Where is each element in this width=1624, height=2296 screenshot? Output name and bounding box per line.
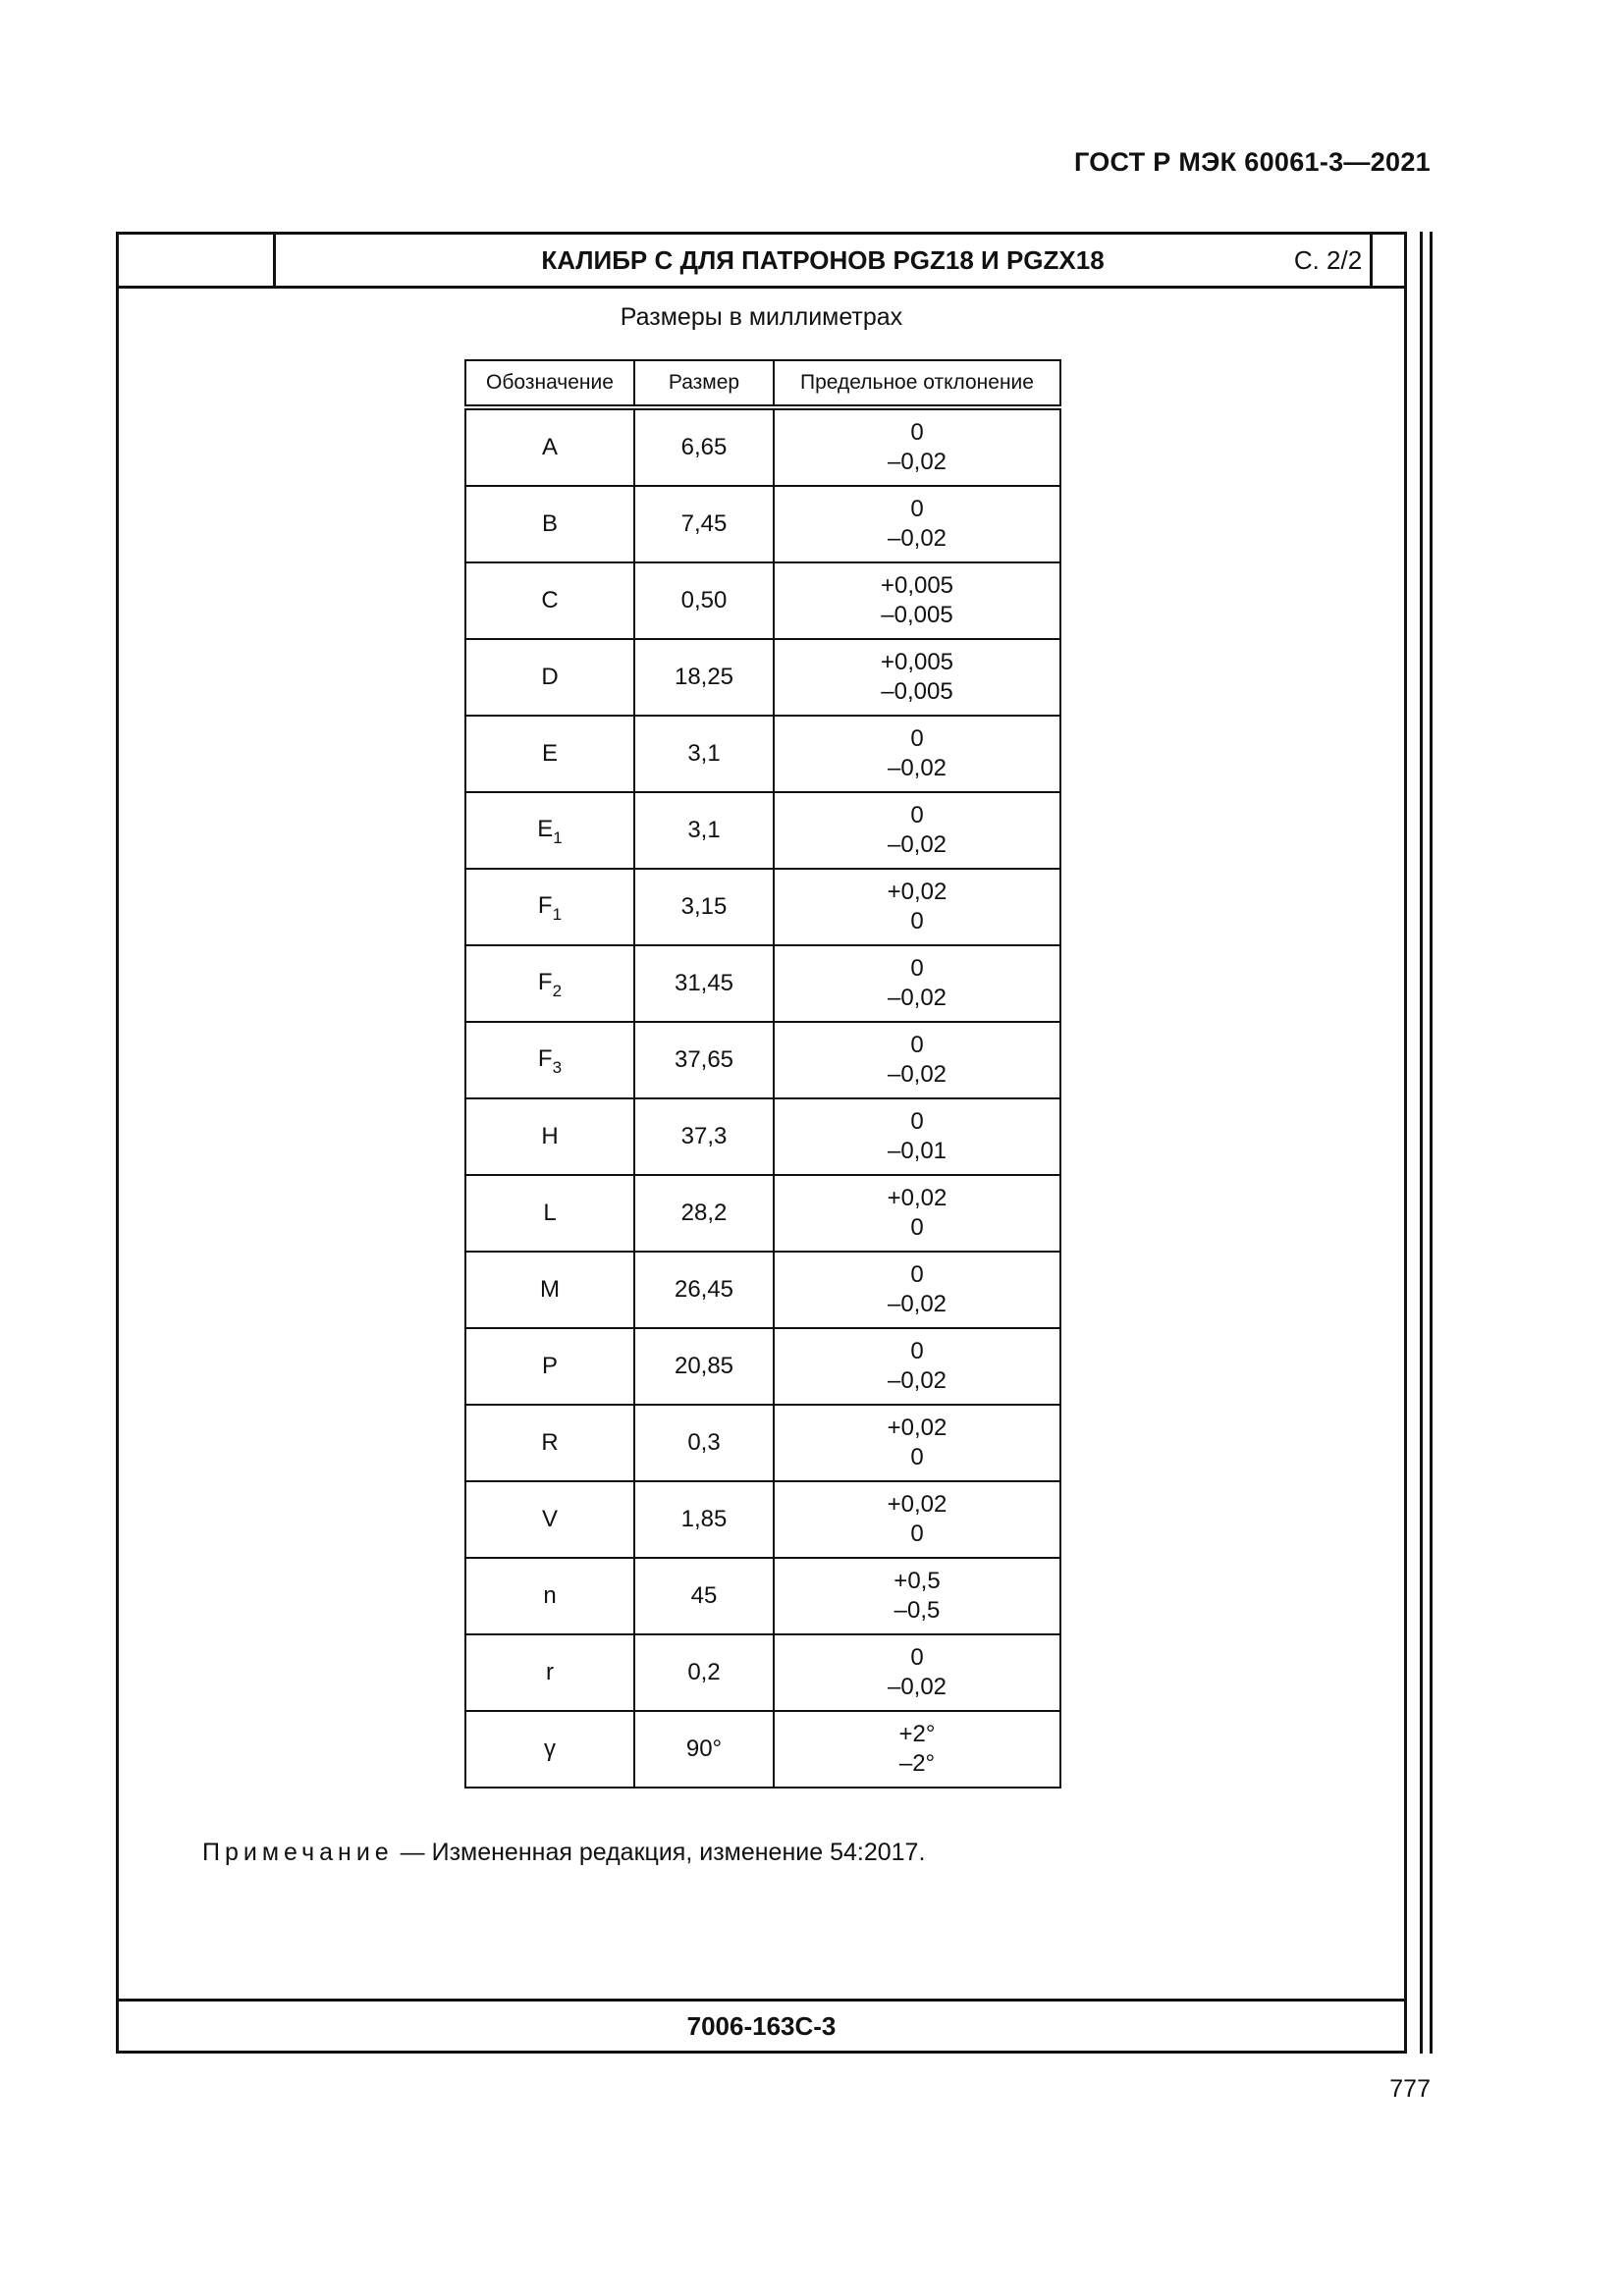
- designation-symbol: γ: [544, 1735, 556, 1762]
- designation-cell: [465, 486, 634, 562]
- upper-deviation: 0: [910, 802, 924, 828]
- frame-edge-line: [1420, 232, 1423, 2054]
- upper-deviation: +0,02: [887, 1185, 947, 1211]
- lower-deviation: –0,02: [887, 831, 947, 858]
- header-size: Размер: [634, 360, 774, 407]
- table-header-row: [465, 360, 1060, 407]
- designation-cell: [465, 639, 634, 716]
- table-row: [465, 562, 1060, 639]
- designation-cell: [465, 1711, 634, 1788]
- deviation-cell: [774, 716, 1060, 792]
- size-cell: 31,45: [634, 945, 774, 1022]
- upper-deviation: 0: [910, 1032, 924, 1058]
- designation-cell: [465, 869, 634, 945]
- header-designation: Обозначение: [465, 360, 634, 407]
- deviation-cell: [774, 1328, 1060, 1405]
- designation-cell: [465, 1252, 634, 1328]
- size-cell: 3,1: [634, 716, 774, 792]
- table-row: [465, 1022, 1060, 1098]
- upper-deviation: +0,005: [880, 649, 954, 675]
- designation-cell: [465, 945, 634, 1022]
- size-cell: 7,45: [634, 486, 774, 562]
- designation-symbol: B: [541, 510, 558, 537]
- frame-edge-line: [1430, 232, 1433, 2054]
- table-row: [465, 1481, 1060, 1558]
- designation-cell: [465, 1098, 634, 1175]
- table-row: [465, 1175, 1060, 1252]
- sheet-frame: [116, 232, 1407, 2054]
- units-caption: Размеры в миллиметрах: [620, 303, 903, 331]
- sheet-title: КАЛИБР C ДЛЯ ПАТРОНОВ PGZ18 И PGZX18: [276, 235, 1373, 286]
- designation-subscript: 2: [552, 982, 563, 1000]
- sheet-header: [119, 235, 1404, 289]
- note-label: Примечание: [202, 1839, 394, 1866]
- deviation-cell: [774, 1405, 1060, 1481]
- lower-deviation: –0,5: [893, 1597, 941, 1624]
- size-cell: 90°: [634, 1711, 774, 1788]
- header-empty-cell: [119, 235, 276, 286]
- deviation-cell: [774, 1558, 1060, 1634]
- note: [202, 1839, 925, 1867]
- lower-deviation: –0,02: [887, 525, 947, 552]
- designation-cell: [465, 1558, 634, 1634]
- size-cell: 6,65: [634, 407, 774, 486]
- deviation-cell: [774, 1098, 1060, 1175]
- size-cell: 28,2: [634, 1175, 774, 1252]
- lower-deviation: 0: [910, 1444, 924, 1470]
- lower-deviation: –0,02: [887, 985, 947, 1011]
- size-cell: 37,3: [634, 1098, 774, 1175]
- lower-deviation: –0,02: [887, 755, 947, 781]
- designation-symbol: R: [541, 1429, 559, 1456]
- upper-deviation: 0: [910, 496, 924, 522]
- deviation-cell: [774, 1175, 1060, 1252]
- designation-symbol: F: [537, 1045, 553, 1072]
- designation-symbol: E: [537, 816, 554, 842]
- table-row: [465, 1711, 1060, 1788]
- lower-deviation: –0,02: [887, 1291, 947, 1317]
- designation-symbol: V: [541, 1506, 558, 1532]
- table-row: [465, 945, 1060, 1022]
- lower-deviation: –0,02: [887, 1674, 947, 1700]
- size-cell: 1,85: [634, 1481, 774, 1558]
- deviation-cell: [774, 1252, 1060, 1328]
- size-cell: 0,50: [634, 562, 774, 639]
- upper-deviation: 0: [910, 1644, 924, 1671]
- table-row: [465, 1328, 1060, 1405]
- designation-cell: [465, 1328, 634, 1405]
- upper-deviation: +0,02: [887, 879, 947, 905]
- upper-deviation: +2°: [898, 1721, 936, 1747]
- lower-deviation: –0,005: [881, 602, 953, 628]
- upper-deviation: +0,5: [893, 1568, 941, 1594]
- sheet-footer-code: 7006-163C-3: [119, 1999, 1404, 2051]
- designation-symbol: A: [541, 434, 558, 460]
- table-row: [465, 1634, 1060, 1711]
- size-cell: 0,2: [634, 1634, 774, 1711]
- deviation-cell: [774, 486, 1060, 562]
- header-deviation: Предельное отклонение: [774, 360, 1060, 407]
- upper-deviation: +0,02: [887, 1491, 947, 1518]
- table-body: [465, 407, 1060, 1788]
- deviation-cell: [774, 1634, 1060, 1711]
- designation-cell: [465, 407, 634, 486]
- upper-deviation: 0: [910, 725, 924, 752]
- designation-symbol: H: [541, 1123, 559, 1149]
- table-row: [465, 407, 1060, 486]
- dimensions-table: [464, 359, 1061, 1789]
- upper-deviation: 0: [910, 1338, 924, 1364]
- size-cell: 37,65: [634, 1022, 774, 1098]
- size-cell: 3,1: [634, 792, 774, 869]
- deviation-cell: [774, 869, 1060, 945]
- size-cell: 26,45: [634, 1252, 774, 1328]
- sheet-page-ref: С. 2/2: [1293, 245, 1363, 275]
- designation-symbol: F: [537, 969, 553, 995]
- lower-deviation: –0,01: [887, 1138, 947, 1164]
- deviation-cell: [774, 1481, 1060, 1558]
- designation-symbol: M: [540, 1276, 560, 1303]
- upper-deviation: 0: [910, 955, 924, 982]
- lower-deviation: –2°: [898, 1750, 936, 1777]
- table-row: [465, 1252, 1060, 1328]
- designation-symbol: C: [541, 587, 559, 614]
- page-number: 777: [1389, 2075, 1431, 2103]
- size-cell: 0,3: [634, 1405, 774, 1481]
- size-cell: 20,85: [634, 1328, 774, 1405]
- designation-symbol: E: [541, 740, 558, 767]
- upper-deviation: 0: [910, 1108, 924, 1135]
- designation-symbol: D: [541, 664, 559, 690]
- designation-cell: [465, 792, 634, 869]
- designation-subscript: 3: [552, 1058, 563, 1077]
- table-row: [465, 1558, 1060, 1634]
- table-row: [465, 792, 1060, 869]
- size-cell: 45: [634, 1558, 774, 1634]
- deviation-cell: [774, 407, 1060, 486]
- designation-subscript: 1: [552, 905, 563, 924]
- table-row: [465, 869, 1060, 945]
- designation-symbol: n: [543, 1582, 557, 1609]
- lower-deviation: 0: [910, 1214, 924, 1241]
- table-row: [465, 639, 1060, 716]
- standard-code: ГОСТ Р МЭК 60061-3—2021: [1073, 147, 1431, 177]
- designation-cell: [465, 1405, 634, 1481]
- upper-deviation: +0,02: [887, 1415, 947, 1441]
- table-row: [465, 1098, 1060, 1175]
- deviation-cell: [774, 1022, 1060, 1098]
- designation-cell: [465, 1022, 634, 1098]
- lower-deviation: –0,02: [887, 449, 947, 475]
- designation-cell: [465, 716, 634, 792]
- designation-symbol: L: [543, 1200, 557, 1226]
- designation-cell: [465, 562, 634, 639]
- designation-cell: [465, 1634, 634, 1711]
- designation-cell: [465, 1175, 634, 1252]
- deviation-cell: [774, 945, 1060, 1022]
- table-row: [465, 1405, 1060, 1481]
- designation-symbol: F: [537, 892, 553, 919]
- designation-subscript: 1: [553, 828, 563, 847]
- note-text: — Измененная редакция, изменение 54:2017.: [393, 1839, 926, 1866]
- deviation-cell: [774, 792, 1060, 869]
- lower-deviation: 0: [910, 1521, 924, 1547]
- upper-deviation: +0,005: [880, 572, 954, 599]
- lower-deviation: –0,02: [887, 1367, 947, 1394]
- designation-symbol: P: [541, 1353, 558, 1379]
- deviation-cell: [774, 562, 1060, 639]
- upper-deviation: 0: [910, 1261, 924, 1288]
- size-cell: 3,15: [634, 869, 774, 945]
- deviation-cell: [774, 639, 1060, 716]
- lower-deviation: –0,02: [887, 1061, 947, 1088]
- deviation-cell: [774, 1711, 1060, 1788]
- upper-deviation: 0: [910, 419, 924, 446]
- size-cell: 18,25: [634, 639, 774, 716]
- lower-deviation: 0: [910, 908, 924, 934]
- designation-symbol: r: [546, 1659, 554, 1685]
- table-row: [465, 486, 1060, 562]
- table-row: [465, 716, 1060, 792]
- designation-cell: [465, 1481, 634, 1558]
- lower-deviation: –0,005: [881, 678, 953, 705]
